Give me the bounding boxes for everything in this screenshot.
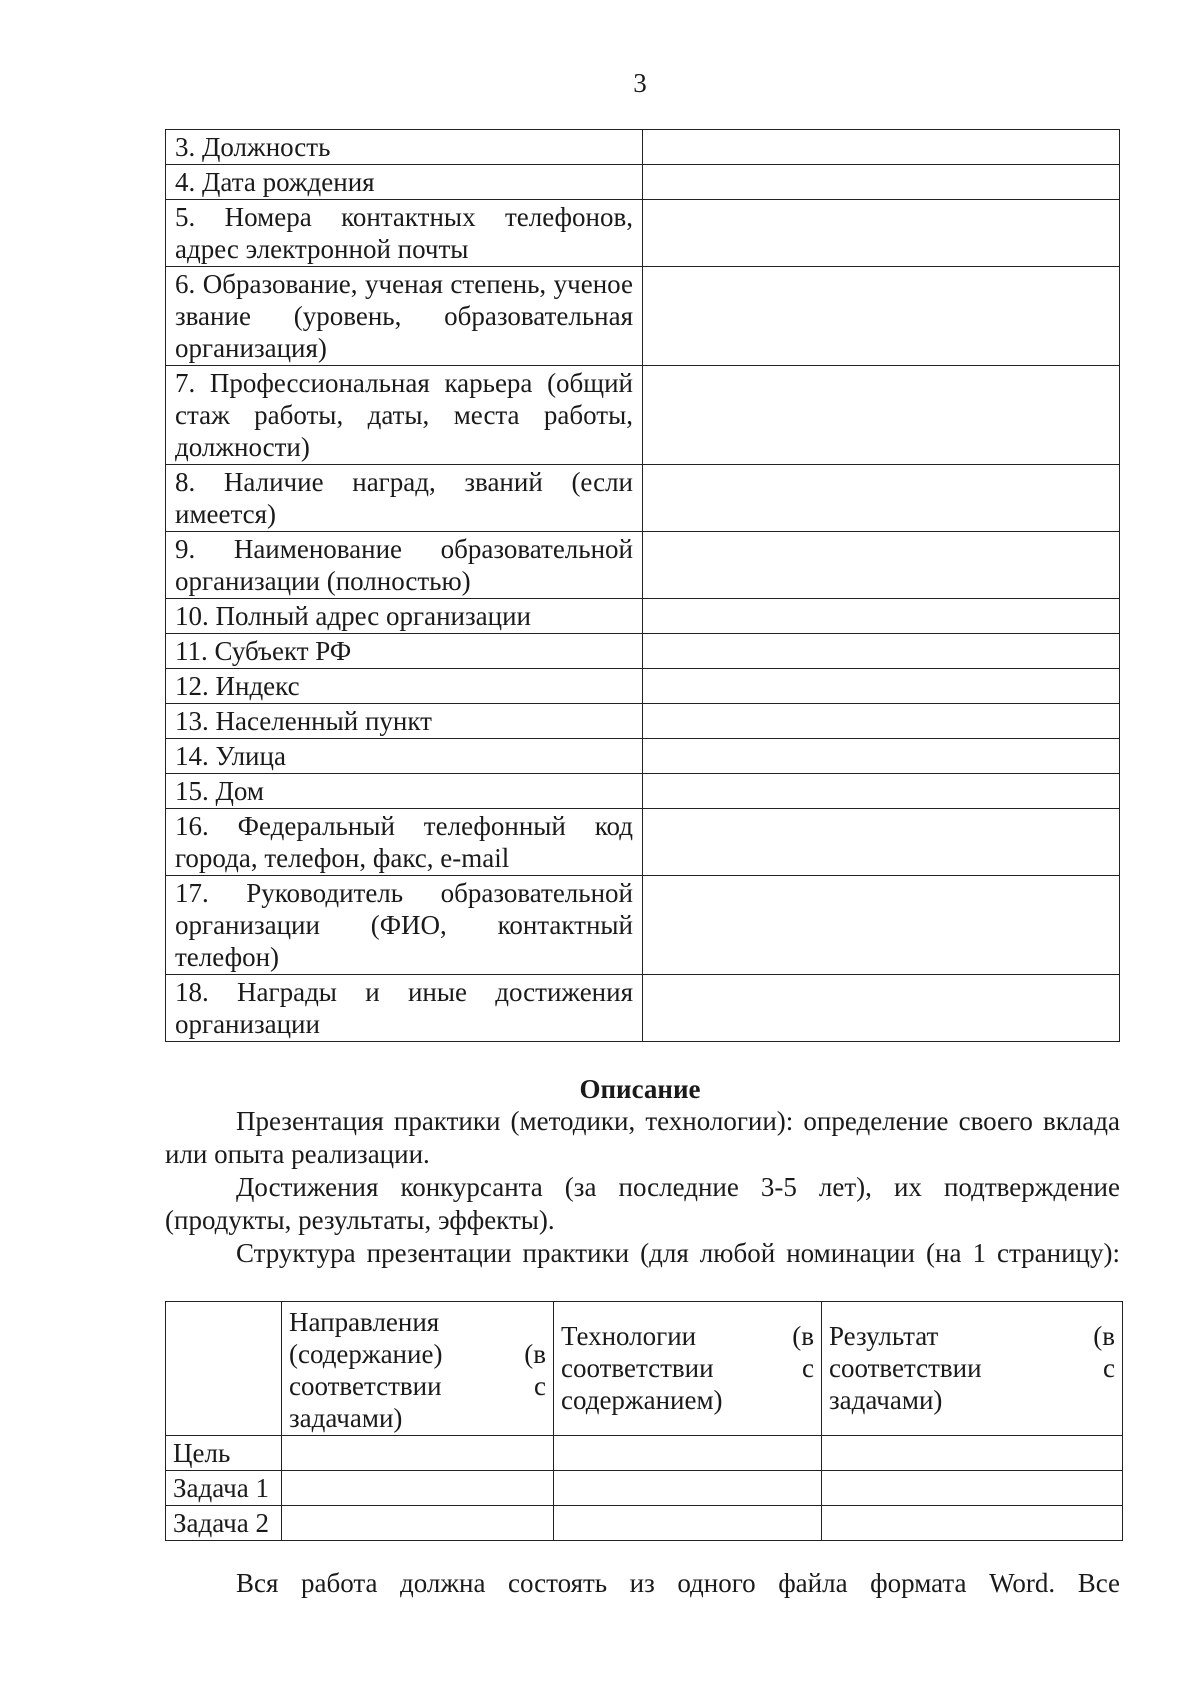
- form-row-label: 3. Должность: [166, 130, 643, 165]
- form-row: [166, 200, 1120, 267]
- form-row-value: [643, 774, 1120, 809]
- form-row: [166, 876, 1120, 975]
- form-row-value: [643, 267, 1120, 366]
- form-row: [166, 366, 1120, 465]
- form-row-label: 15. Дом: [166, 774, 643, 809]
- form-row: [166, 774, 1120, 809]
- description-paragraph-1: Презентация практики (методики, технологии): определение своего вклада или опыта реализации.: [165, 1106, 1120, 1169]
- form-row-label: 11. Субъект РФ: [166, 634, 643, 669]
- form-row-value: [643, 200, 1120, 267]
- applicant-info-table: [165, 129, 1120, 1042]
- description-paragraph-3: Структура презентации практики (для любой номинации (на 1 страницу):: [236, 1238, 1120, 1268]
- structure-header-directions: Направления (содержание) (в соответствии с задачами): [282, 1302, 554, 1436]
- structure-cell: [822, 1506, 1123, 1541]
- form-row-value: [643, 634, 1120, 669]
- form-row-value: [643, 704, 1120, 739]
- structure-cell: [282, 1506, 554, 1541]
- form-row: [166, 465, 1120, 532]
- form-row-label: 17. Руководитель образовательной организации (ФИО, контактный телефон): [166, 876, 643, 975]
- form-row-value: [643, 465, 1120, 532]
- structure-row-label: Цель: [166, 1436, 282, 1471]
- form-row-label: 14. Улица: [166, 739, 643, 774]
- form-row: [166, 975, 1120, 1042]
- form-row-value: [643, 739, 1120, 774]
- footer-paragraph: Вся работа должна состоять из одного файла формата Word. Все: [236, 1568, 1120, 1598]
- form-row: [166, 704, 1120, 739]
- form-row-label: 16. Федеральный телефонный код города, телефон, факс, e-mail: [166, 809, 643, 876]
- presentation-structure-table: [165, 1301, 1123, 1541]
- structure-row: [166, 1471, 1123, 1506]
- form-row: [166, 599, 1120, 634]
- form-row: [166, 532, 1120, 599]
- structure-cell: [822, 1436, 1123, 1471]
- form-row-label: 7. Профессиональная карьера (общий стаж работы, даты, места работы, должности): [166, 366, 643, 465]
- form-row-value: [643, 366, 1120, 465]
- structure-cell: [282, 1436, 554, 1471]
- form-row: [166, 809, 1120, 876]
- form-row: [166, 739, 1120, 774]
- form-row-value: [643, 669, 1120, 704]
- form-row: [166, 634, 1120, 669]
- form-row-label: 12. Индекс: [166, 669, 643, 704]
- form-row-value: [643, 809, 1120, 876]
- form-row-value: [643, 165, 1120, 200]
- structure-cell: [554, 1506, 822, 1541]
- form-row-label: 4. Дата рождения: [166, 165, 643, 200]
- form-row-value: [643, 975, 1120, 1042]
- structure-cell: [282, 1471, 554, 1506]
- structure-cell: [822, 1471, 1123, 1506]
- structure-row: [166, 1436, 1123, 1471]
- structure-header-technologies: Технологии (в соответствии с содержанием): [554, 1302, 822, 1436]
- applicant-info-table-body: [166, 130, 1120, 1042]
- structure-row-label: Задача 1: [166, 1471, 282, 1506]
- form-row: [166, 669, 1120, 704]
- presentation-structure-body: [166, 1436, 1123, 1541]
- form-row-label: 13. Населенный пункт: [166, 704, 643, 739]
- description-paragraph-2: Достижения конкурсанта (за последние 3-5 лет), их подтверждение (продукты, результаты, эффекты).: [165, 1172, 1120, 1235]
- form-row-label: 5. Номера контактных телефонов, адрес электронной почты: [166, 200, 643, 267]
- form-row-value: [643, 599, 1120, 634]
- form-row: [166, 267, 1120, 366]
- form-row-label: 10. Полный адрес организации: [166, 599, 643, 634]
- form-row-value: [643, 532, 1120, 599]
- structure-header-row: [166, 1302, 1123, 1436]
- description-block: [165, 1105, 1120, 1270]
- structure-header-blank: [166, 1302, 282, 1436]
- form-row-label: 8. Наличие наград, званий (если имеется): [166, 465, 643, 532]
- structure-row-label: Задача 2: [166, 1506, 282, 1541]
- form-row: [166, 130, 1120, 165]
- page-number: 3: [633, 68, 647, 98]
- form-row-value: [643, 130, 1120, 165]
- description-title: Описание: [579, 1074, 701, 1104]
- structure-cell: [554, 1471, 822, 1506]
- structure-cell: [554, 1436, 822, 1471]
- form-row-label: 9. Наименование образовательной организации (полностью): [166, 532, 643, 599]
- form-row-label: 6. Образование, ученая степень, ученое звание (уровень, образовательная организация): [166, 267, 643, 366]
- form-row: [166, 165, 1120, 200]
- form-row-label: 18. Награды и иные достижения организации: [166, 975, 643, 1042]
- structure-row: [166, 1506, 1123, 1541]
- form-row-value: [643, 876, 1120, 975]
- structure-header-result: Результат (в соответствии с задачами): [822, 1302, 1123, 1436]
